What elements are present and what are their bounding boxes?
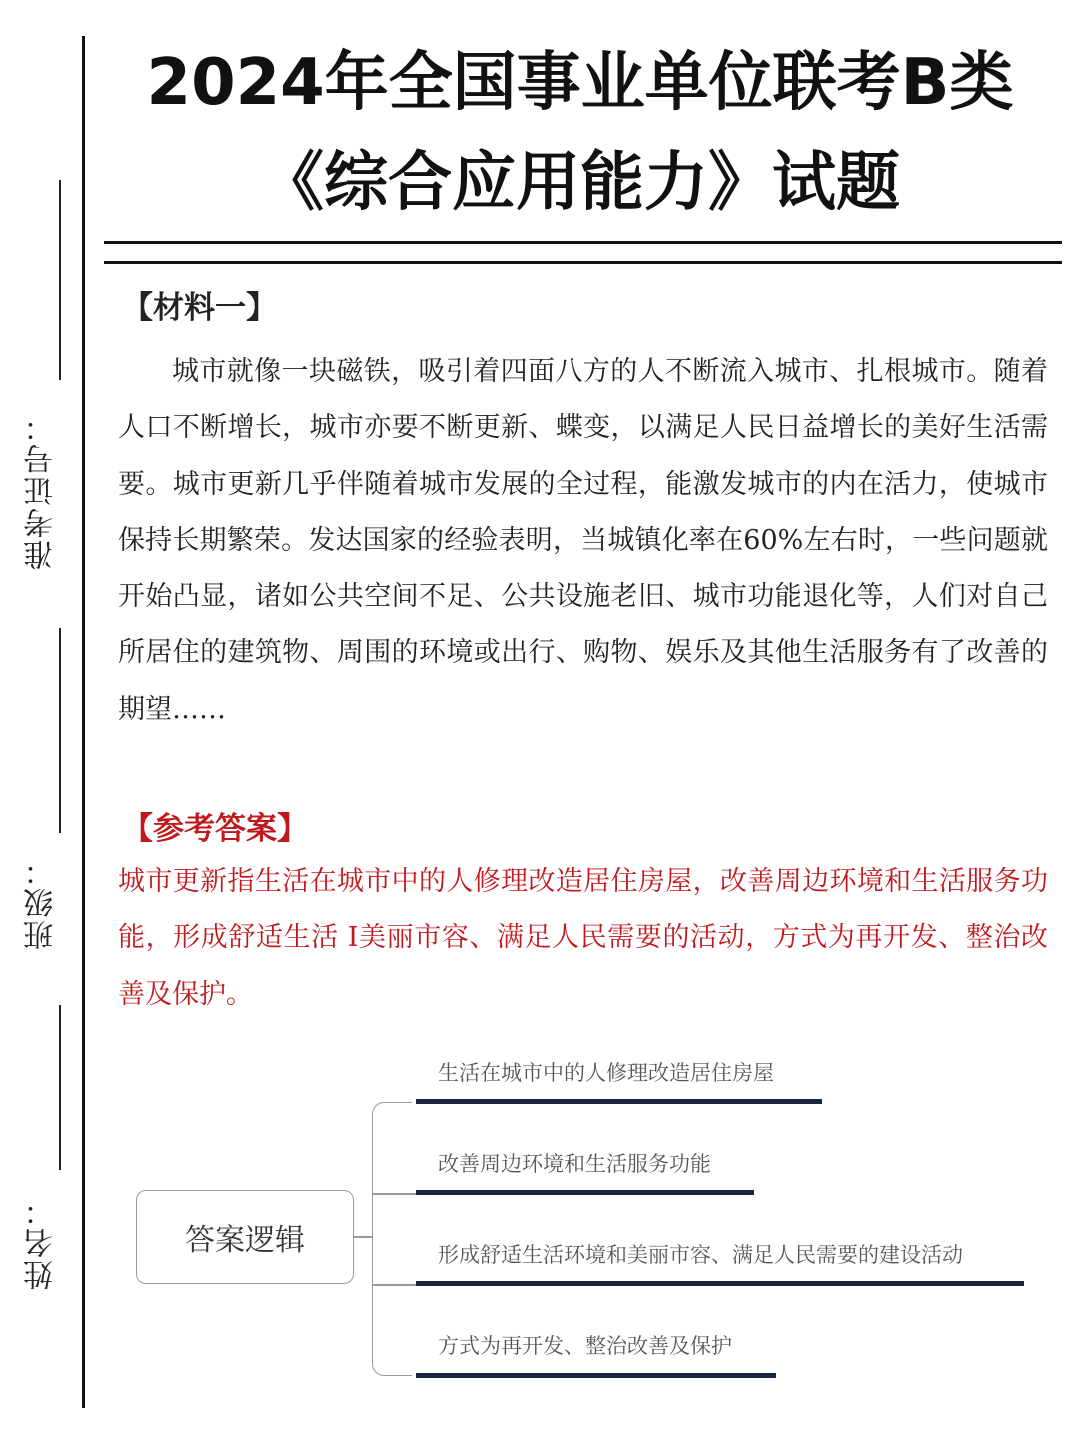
material-heading: 【材料一】 (122, 290, 277, 326)
mindmap-branch-3: 形成舒适生活环境和美丽市容、满足人民需要的建设活动 (438, 1243, 963, 1267)
mindmap-tick (372, 1193, 416, 1195)
mindmap-connector (354, 1236, 372, 1238)
exam-id-label: 准考证号： (24, 410, 59, 570)
mindmap-root: 答案逻辑 (136, 1190, 354, 1284)
title-line-2: 《综合应用能力》试题 (260, 146, 900, 220)
material-text: 城市就像一块磁铁，吸引着四面八方的人不断流入城市、扎根城市。随着人口不断增长，城市亦要不断更新、蝶变，以满足人民日益增长的美好生活需要。城市更新几乎伴随着城市发展的全过程，能激发城市的内在活力，使城市保持长期繁荣。发达国家的经验表明，当城镇化率在60%左右时，一些问题就开始凸显，诸如公共空间不足、公共设施老旧、城市功能退化等，人们对自己所居住的建筑物、周围的环境或出行、购物、娱乐及其他生活服务有了改善的期望…… (118, 356, 1048, 725)
mindmap-branch-bar (416, 1190, 754, 1195)
name-underline (59, 1005, 61, 1170)
mindmap-branch-bar (416, 1281, 1024, 1286)
mindmap-branch-2: 改善周边环境和生活服务功能 (438, 1152, 711, 1176)
answer-heading: 【参考答案】 (122, 811, 308, 847)
title-rule-top (104, 241, 1062, 244)
mindmap-trunk (372, 1102, 412, 1376)
mindmap-tick (372, 1284, 416, 1286)
mindmap-branch-4: 方式为再开发、整治改善及保护 (438, 1334, 732, 1358)
margin-divider (82, 36, 85, 1408)
mindmap-branch-1: 生活在城市中的人修理改造居住房屋 (438, 1061, 774, 1085)
mindmap-branch-bar (416, 1099, 822, 1104)
title-rule-bottom (104, 261, 1062, 264)
class-underline (59, 628, 61, 833)
answer-text: 城市更新指生活在城市中的人修理改造居住房屋，改善周边环境和生活服务功能，形成舒适生活 I美丽市容、满足人民需要的活动，方式为再开发、整治改善及保护。 (118, 866, 1048, 1010)
exam-id-underline (59, 180, 61, 380)
class-label: 班级： (24, 854, 59, 950)
name-label: 姓名： (24, 1194, 59, 1290)
mindmap-branch-bar (416, 1373, 776, 1378)
title-line-1: 2024年全国事业单位联考B类 (146, 46, 1014, 120)
